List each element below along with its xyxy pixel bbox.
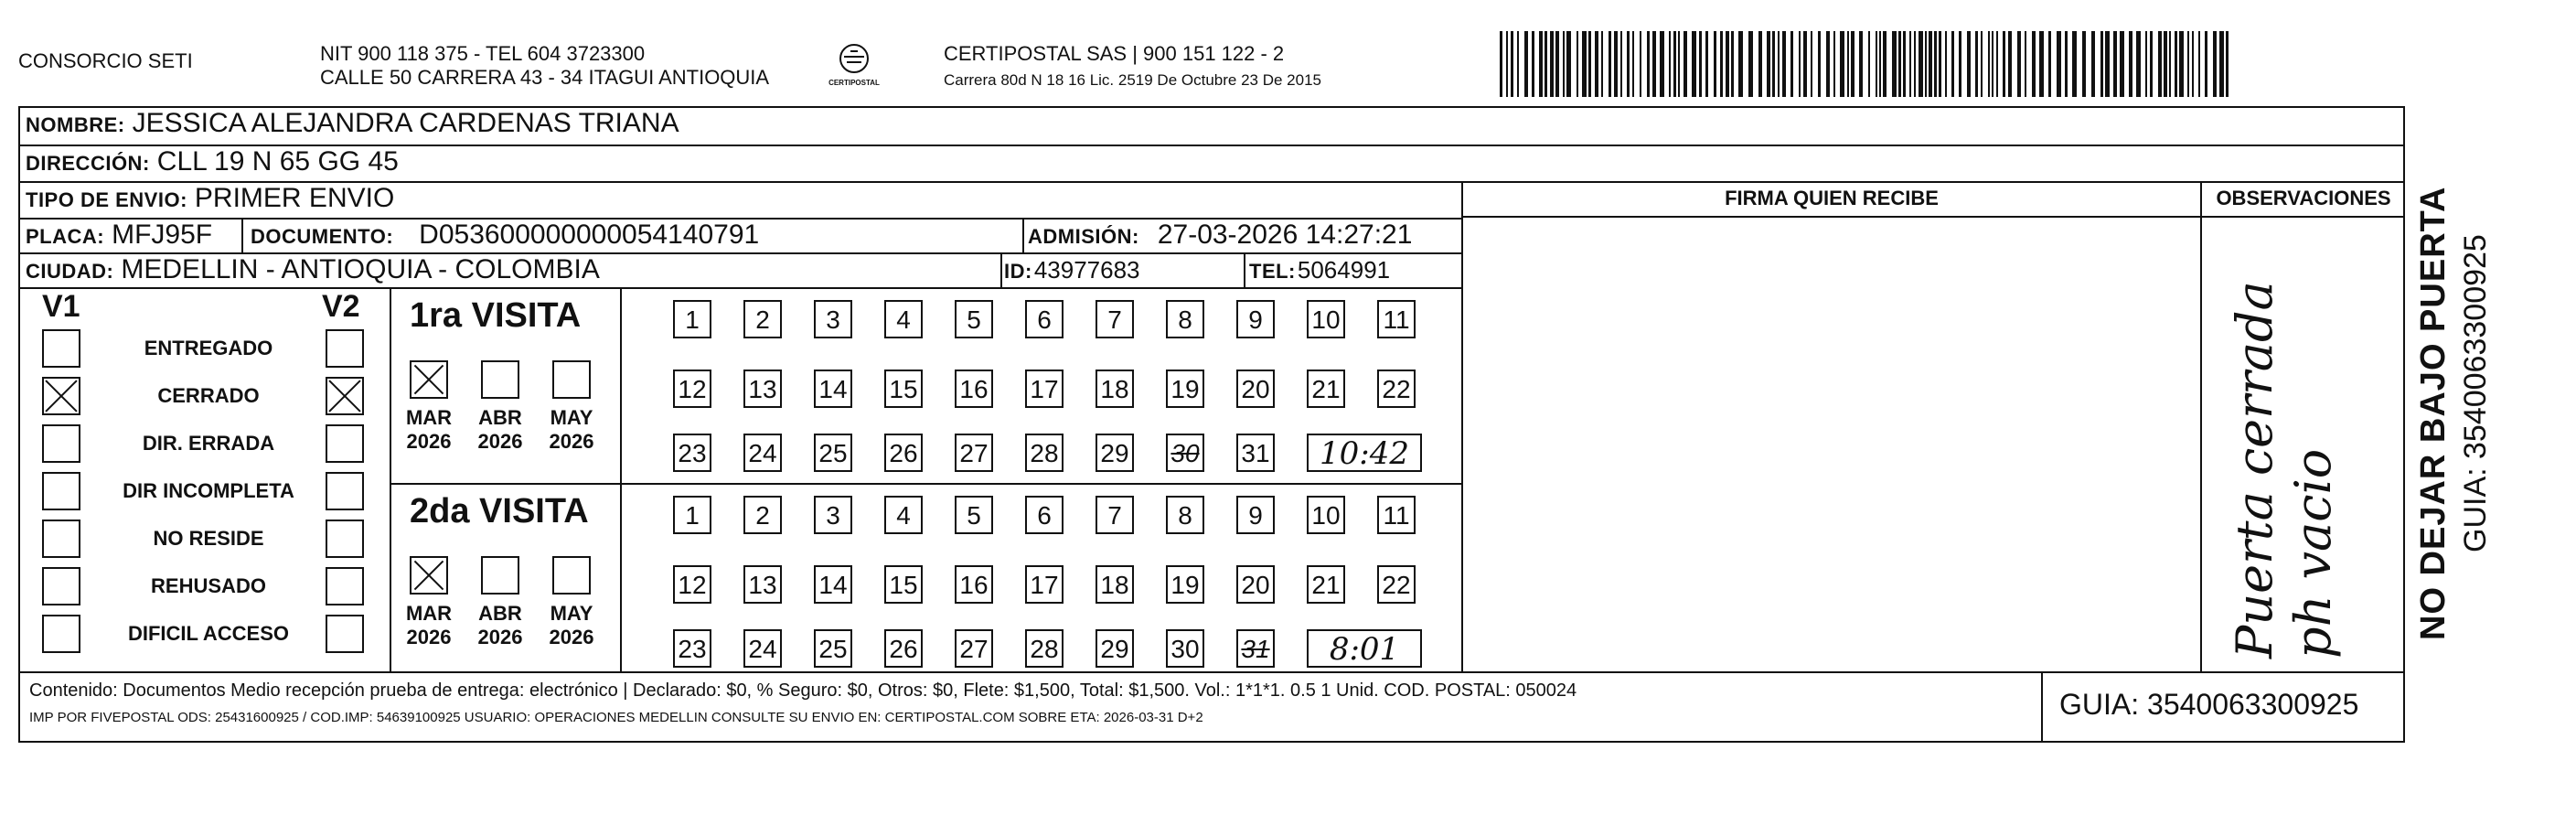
direccion-value: CLL 19 N 65 GG 45 <box>156 146 399 177</box>
direccion-row <box>26 146 399 177</box>
carrier-line: CERTIPOSTAL SAS | 900 151 122 - 2 <box>944 42 1285 65</box>
v2-checkbox[interactable] <box>326 615 364 653</box>
day-box[interactable]: 31 <box>1236 629 1275 668</box>
day-box[interactable]: 9 <box>1236 300 1275 338</box>
day-box[interactable]: 24 <box>743 629 782 668</box>
handwritten-time: 10:42 <box>1307 434 1422 472</box>
v1-checkbox[interactable] <box>42 472 80 510</box>
day-box[interactable]: 10 <box>1307 496 1345 534</box>
month-label: MAY 2026 <box>549 406 594 453</box>
day-box[interactable]: 11 <box>1377 496 1416 534</box>
handwritten-time: 8:01 <box>1307 629 1422 668</box>
nit-line: NIT 900 118 375 - TEL 604 3723300 <box>320 42 646 65</box>
day-box[interactable]: 14 <box>814 565 852 604</box>
tipo-envio-row <box>26 183 394 214</box>
month-label: ABR 2026 <box>477 406 523 453</box>
status-label: DIR. ERRADA <box>142 432 275 455</box>
day-box[interactable]: 17 <box>1025 370 1064 408</box>
v1-checkbox[interactable] <box>42 424 80 463</box>
day-box[interactable]: 24 <box>743 434 782 472</box>
day-box[interactable]: 8 <box>1166 300 1204 338</box>
license-line: Carrera 80d N 18 16 Lic. 2519 De Octubre 23 De 2015 <box>944 71 1321 89</box>
day-box[interactable]: 27 <box>955 629 993 668</box>
day-box[interactable]: 12 <box>673 370 711 408</box>
tel-row <box>1249 256 1390 284</box>
day-box[interactable]: 13 <box>743 370 782 408</box>
documento-row <box>251 220 759 251</box>
v1-checkbox[interactable] <box>42 520 80 558</box>
day-box[interactable]: 15 <box>884 565 923 604</box>
placa-row <box>26 220 212 251</box>
day-box[interactable]: 5 <box>955 300 993 338</box>
day-box[interactable]: 16 <box>955 565 993 604</box>
status-label: DIR INCOMPLETA <box>123 479 294 502</box>
address-line: CALLE 50 CARRERA 43 - 34 ITAGUI ANTIOQUIA <box>320 66 770 89</box>
day-box[interactable]: 2 <box>743 496 782 534</box>
month-checkbox[interactable] <box>481 556 519 595</box>
observaciones-note <box>2226 281 2343 659</box>
day-box[interactable]: 14 <box>814 370 852 408</box>
day-box[interactable]: 22 <box>1377 565 1416 604</box>
status-label: CERRADO <box>157 384 260 407</box>
day-box[interactable]: 1 <box>673 496 711 534</box>
day-box[interactable]: 4 <box>884 496 923 534</box>
content-line: Contenido: Documentos Medio recepción prueba de entrega: electrónico | Declarado: $0, % Seguro: $0, Otros: $0, Flete: $1,500, Total: $1,500. Vol.: 1*1*1. 0.5 1 Unid. COD. POSTAL: 050024 <box>29 680 1577 701</box>
day-box[interactable]: 29 <box>1096 629 1134 668</box>
id-label: ID: <box>1004 260 1032 283</box>
v2-label: V2 <box>322 289 360 324</box>
tel-label: TEL: <box>1249 260 1296 283</box>
month-label: ABR 2026 <box>477 602 523 648</box>
observaciones-header: OBSERVACIONES <box>2216 187 2391 209</box>
day-box[interactable]: 4 <box>884 300 923 338</box>
admision-value: 27-03-2026 14:27:21 <box>1157 220 1413 250</box>
month-checkbox[interactable] <box>552 556 591 595</box>
day-box[interactable]: 25 <box>814 629 852 668</box>
id-row <box>1004 256 1140 284</box>
day-box[interactable]: 20 <box>1236 370 1275 408</box>
placa-label: PLACA: <box>26 225 105 248</box>
barcode <box>1500 31 2231 97</box>
day-box[interactable]: 28 <box>1025 629 1064 668</box>
day-box[interactable]: 23 <box>673 629 711 668</box>
day-box[interactable]: 2 <box>743 300 782 338</box>
day-box[interactable]: 15 <box>884 370 923 408</box>
footer-guia: GUIA: 3540063300925 <box>2059 688 2359 721</box>
day-box[interactable]: 5 <box>955 496 993 534</box>
month-checkbox[interactable] <box>410 556 448 595</box>
day-box[interactable]: 11 <box>1377 300 1416 338</box>
day-box[interactable]: 12 <box>673 565 711 604</box>
day-box[interactable]: 23 <box>673 434 711 472</box>
month-label: MAY 2026 <box>549 602 594 648</box>
side-warning: NO DEJAR BAJO PUERTA <box>2414 186 2453 640</box>
status-label: DIFICIL ACCESO <box>127 622 289 645</box>
day-box[interactable]: 3 <box>814 496 852 534</box>
ciudad-row <box>26 254 600 285</box>
admision-row <box>1028 220 1412 251</box>
admision-label: ADMISIÓN: <box>1028 225 1139 248</box>
day-box[interactable]: 13 <box>743 565 782 604</box>
day-box[interactable]: 30 <box>1166 434 1204 472</box>
status-label: ENTREGADO <box>144 337 273 359</box>
v2-checkbox[interactable] <box>326 329 364 368</box>
day-box[interactable]: 21 <box>1307 370 1345 408</box>
ciudad-label: CIUDAD: <box>26 260 114 283</box>
day-box[interactable]: 28 <box>1025 434 1064 472</box>
id-value: 43977683 <box>1033 256 1140 284</box>
month-checkbox[interactable] <box>552 360 591 399</box>
day-box[interactable]: 3 <box>814 300 852 338</box>
documento-label: DOCUMENTO: <box>251 225 394 248</box>
certipostal-logo: CERTIPOSTAL <box>828 40 880 97</box>
day-box[interactable]: 6 <box>1025 496 1064 534</box>
day-box[interactable]: 7 <box>1096 300 1134 338</box>
note-line-2: ph vacio <box>2284 448 2342 659</box>
day-box[interactable]: 1 <box>673 300 711 338</box>
month-checkbox[interactable] <box>410 360 448 399</box>
day-box[interactable]: 21 <box>1307 565 1345 604</box>
day-box[interactable]: 25 <box>814 434 852 472</box>
day-box[interactable]: 20 <box>1236 565 1275 604</box>
day-box[interactable]: 19 <box>1166 565 1204 604</box>
day-box[interactable]: 9 <box>1236 496 1275 534</box>
day-box[interactable]: 27 <box>955 434 993 472</box>
nombre-label: NOMBRE: <box>26 113 125 136</box>
direccion-label: DIRECCIÓN: <box>26 152 150 175</box>
company-name: CONSORCIO SETI <box>18 49 193 72</box>
status-label: NO RESIDE <box>153 527 264 550</box>
v1-checkbox[interactable] <box>42 567 80 605</box>
documento-value: D053600000000054140791 <box>419 220 760 250</box>
tipo-envio-label: TIPO DE ENVIO: <box>26 188 187 211</box>
day-box[interactable]: 31 <box>1236 434 1275 472</box>
day-box[interactable]: 10 <box>1307 300 1345 338</box>
side-guia: GUIA: 3540063300925 <box>2458 234 2493 552</box>
day-box[interactable]: 17 <box>1025 565 1064 604</box>
visit-title: 2da VISITA <box>410 492 589 530</box>
day-box[interactable]: 18 <box>1096 565 1134 604</box>
v2-checkbox[interactable] <box>326 424 364 463</box>
v1-checkbox[interactable] <box>42 377 80 415</box>
v1-checkbox[interactable] <box>42 615 80 653</box>
day-box[interactable]: 22 <box>1377 370 1416 408</box>
nombre-value: JESSICA ALEJANDRA CARDENAS TRIANA <box>132 108 679 138</box>
day-box[interactable]: 30 <box>1166 629 1204 668</box>
tel-value: 5064991 <box>1297 256 1391 284</box>
day-box[interactable]: 8 <box>1166 496 1204 534</box>
month-label: MAR 2026 <box>405 406 453 453</box>
status-label: REHUSADO <box>151 574 266 597</box>
visit-title: 1ra VISITA <box>410 296 582 335</box>
day-box[interactable]: 7 <box>1096 496 1134 534</box>
day-box[interactable]: 26 <box>884 434 923 472</box>
imp-line: IMP POR FIVEPOSTAL ODS: 25431600925 / COD.IMP: 54639100925 USUARIO: OPERACIONES MEDELLIN CONSULTE SU ENVIO EN: CERTIPOSTAL.COM SOBRE ETA: 2026-03-31 D+2 <box>29 710 1203 725</box>
ciudad-value: MEDELLIN - ANTIOQUIA - COLOMBIA <box>121 254 600 284</box>
day-box[interactable]: 29 <box>1096 434 1134 472</box>
day-box[interactable]: 26 <box>884 629 923 668</box>
day-box[interactable]: 19 <box>1166 370 1204 408</box>
placa-value: MFJ95F <box>112 220 213 250</box>
v2-checkbox[interactable] <box>326 377 364 415</box>
tipo-envio-value: PRIMER ENVIO <box>194 183 395 213</box>
nombre-row <box>26 108 679 139</box>
day-box[interactable]: 16 <box>955 370 993 408</box>
firma-header: FIRMA QUIEN RECIBE <box>1725 187 1939 209</box>
v2-checkbox[interactable] <box>326 520 364 558</box>
v1-checkbox[interactable] <box>42 329 80 368</box>
v2-checkbox[interactable] <box>326 567 364 605</box>
month-label: MAR 2026 <box>405 602 453 648</box>
v1-label: V1 <box>42 289 80 324</box>
day-box[interactable]: 18 <box>1096 370 1134 408</box>
month-checkbox[interactable] <box>481 360 519 399</box>
day-box[interactable]: 6 <box>1025 300 1064 338</box>
note-line-1: Puerta cerrada <box>2226 281 2283 659</box>
v2-checkbox[interactable] <box>326 472 364 510</box>
